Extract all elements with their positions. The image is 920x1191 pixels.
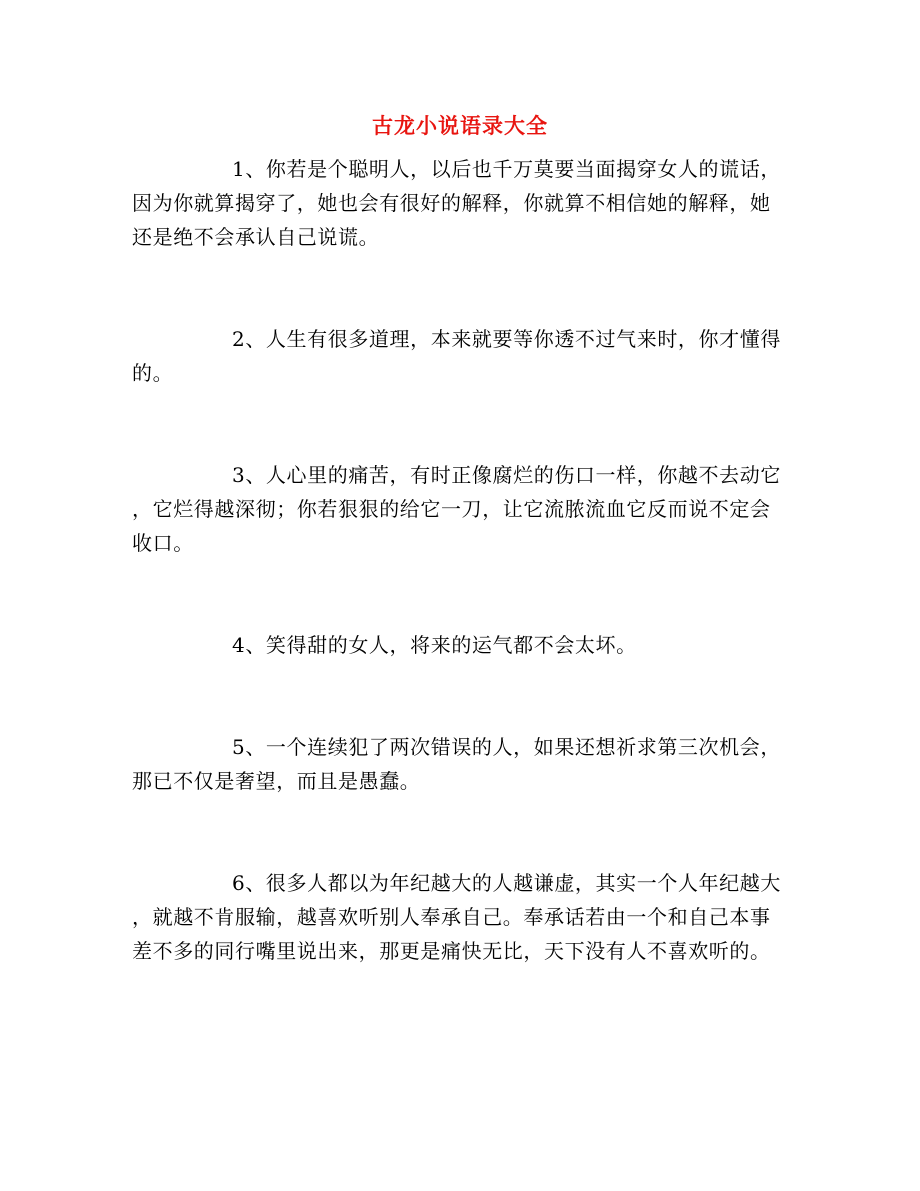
quote-paragraph-1: 1、你若是个聪明人，以后也千万莫要当面揭穿女人的谎话，因为你就算揭穿了，她也会有很好的解释，你就算不相信她的解释，她还是绝不会承认自己说谎。 xyxy=(132,157,781,249)
quote-paragraph-6: 6、很多人都以为年纪越大的人越谦虚，其实一个人年纪越大，就越不肯服输，越喜欢听别人奉承自己。奉承话若由一个和自己本事差不多的同行嘴里说出来，那更是痛快无比，天下没有人不喜欢听的。 xyxy=(132,871,781,963)
quote-paragraph-4: 4、笑得甜的女人，将来的运气都不会太坏。 xyxy=(232,633,637,657)
quote-paragraph-2: 2、人生有很多道理，本来就要等你透不过气来时，你才懂得的。 xyxy=(132,327,781,385)
document-body xyxy=(132,152,782,1036)
quote-paragraph-3: 3、人心里的痛苦，有时正像腐烂的伤口一样，你越不去动它，它烂得越深彻；你若狠狠的给它一刀，让它流脓流血它反而说不定会收口。 xyxy=(132,463,781,555)
document-title: 古龙小说语录大全 xyxy=(372,113,548,138)
quote-paragraph-5: 5、一个连续犯了两次错误的人，如果还想祈求第三次机会，那已不仅是奢望，而且是愚蠢。 xyxy=(132,735,781,793)
